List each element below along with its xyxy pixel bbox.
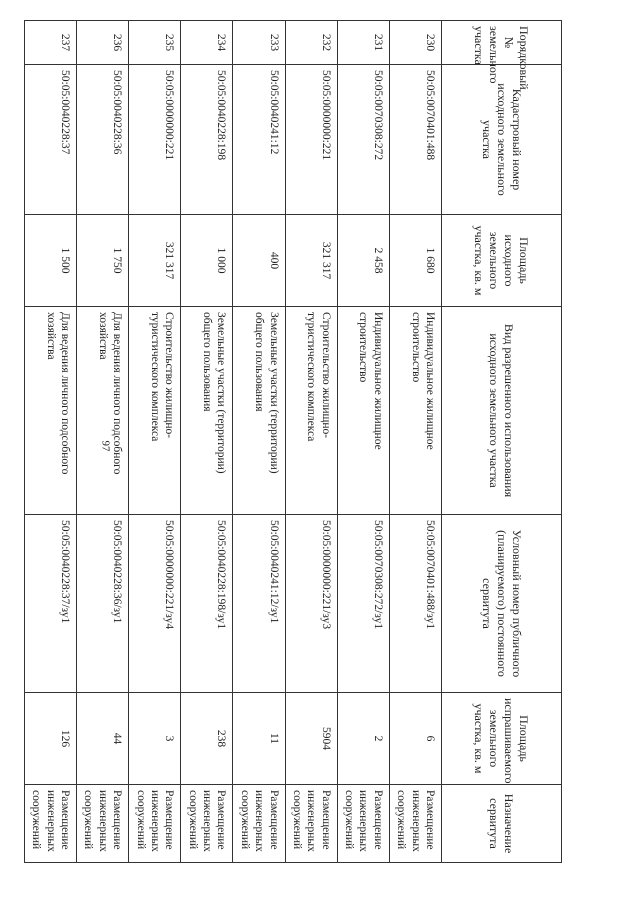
- cell-permitted-use: Строительство жилищно-туристического комплекса: [285, 307, 337, 515]
- cell-servitude-number: 50:05:0040228:198/зу1: [181, 515, 233, 693]
- header-servitude-number: Условный номер публичного (планируемого) постоянного сервитута: [442, 515, 562, 693]
- cell-servitude-number: 50:05:0000000:221/зу4: [129, 515, 181, 693]
- cell-plot-number: 233: [233, 21, 285, 65]
- cell-servitude-purpose: Размещение инженерных сооружений: [181, 785, 233, 863]
- cell-cadastral-number: 50:05:0070308:272: [337, 65, 389, 215]
- cell-servitude-number: 50:05:0040241:12/зу1: [233, 515, 285, 693]
- cell-servitude-purpose: Размещение инженерных сооружений: [285, 785, 337, 863]
- cell-cadastral-number: 50:05:0040228:198: [181, 65, 233, 215]
- header-plot-number: Порядковый № земельного участка: [442, 21, 562, 65]
- cell-permitted-use: Земельные участки (территории) общего пользования: [181, 307, 233, 515]
- cell-source-area: 321 317: [285, 215, 337, 307]
- header-servitude-purpose: Назначение сервитута: [442, 785, 562, 863]
- cell-source-area: 1 680: [389, 215, 441, 307]
- cell-servitude-number: 50:05:0070308:272/зу1: [337, 515, 389, 693]
- table-row: [77, 21, 129, 863]
- cell-plot-number: 235: [129, 21, 181, 65]
- cell-servitude-purpose: Размещение инженерных сооружений: [77, 785, 129, 863]
- cell-plot-number: 236: [77, 21, 129, 65]
- cell-requested-area: 126: [25, 693, 77, 785]
- cell-requested-area: 3: [129, 693, 181, 785]
- cell-plot-number: 234: [181, 21, 233, 65]
- table-row: [129, 21, 181, 863]
- cell-requested-area: 11: [233, 693, 285, 785]
- cell-cadastral-number: 50:05:0040241:12: [233, 65, 285, 215]
- cell-source-area: 400: [233, 215, 285, 307]
- table-row: [337, 21, 389, 863]
- header-cadastral-number: Кадастровый номер исходного земельного участка: [442, 65, 562, 215]
- rotated-table-wrapper: [30, 20, 562, 862]
- header-source-area: Площадь исходного земельного участка, кв. м: [442, 215, 562, 307]
- cell-source-area: 1 750: [77, 215, 129, 307]
- cell-requested-area: 5904: [285, 693, 337, 785]
- cell-requested-area: 2: [337, 693, 389, 785]
- cell-servitude-purpose: Размещение инженерных сооружений: [233, 785, 285, 863]
- cell-servitude-purpose: Размещение инженерных сооружений: [389, 785, 441, 863]
- cell-requested-area: 44: [77, 693, 129, 785]
- cell-permitted-use: Земельные участки (территории) общего пользования: [233, 307, 285, 515]
- cell-requested-area: 6: [389, 693, 441, 785]
- cell-source-area: 2 458: [337, 215, 389, 307]
- cell-source-area: 1 000: [181, 215, 233, 307]
- table-row: [389, 21, 441, 863]
- table-row: [285, 21, 337, 863]
- cell-requested-area: 238: [181, 693, 233, 785]
- cell-cadastral-number: 50:05:0070401:488: [389, 65, 441, 215]
- cell-permitted-use: Для ведения личного подсобного хозяйства: [77, 307, 129, 515]
- cell-servitude-purpose: Размещение инженерных сооружений: [337, 785, 389, 863]
- cell-cadastral-number: 50:05:0000000:221: [285, 65, 337, 215]
- header-permitted-use: Вид разрешенного использования исходного земельного участка: [442, 307, 562, 515]
- table-row: [181, 21, 233, 863]
- cell-plot-number: 232: [285, 21, 337, 65]
- cell-permitted-use: Индивидуальное жилищное строительство: [337, 307, 389, 515]
- cell-servitude-purpose: Размещение инженерных сооружений: [129, 785, 181, 863]
- table-row: [25, 21, 77, 863]
- cell-servitude-number: 50:05:0040228:36/зу1: [77, 515, 129, 693]
- header-row: [442, 21, 562, 863]
- cell-permitted-use: Для ведения личного подсобного хозяйства: [25, 307, 77, 515]
- cell-cadastral-number: 50:05:0000000:221: [129, 65, 181, 215]
- page-number: 97: [99, 440, 112, 452]
- cell-permitted-use: Индивидуальное жилищное строительство: [389, 307, 441, 515]
- cell-source-area: 321 317: [129, 215, 181, 307]
- cell-servitude-purpose: Размещение инженерных сооружений: [25, 785, 77, 863]
- cell-cadastral-number: 50:05:0040228:37: [25, 65, 77, 215]
- servitude-table: [24, 20, 562, 863]
- cell-plot-number: 230: [389, 21, 441, 65]
- cell-servitude-number: 50:05:0000000:221/зу3: [285, 515, 337, 693]
- cell-plot-number: 231: [337, 21, 389, 65]
- cell-cadastral-number: 50:05:0040228:36: [77, 65, 129, 215]
- cell-source-area: 1 500: [25, 215, 77, 307]
- cell-permitted-use: Строительство жилищно-туристического комплекса: [129, 307, 181, 515]
- cell-servitude-number: 50:05:0040228:37/зу1: [25, 515, 77, 693]
- header-requested-area: Площадь испрашиваемого земельного участка, кв. м: [442, 693, 562, 785]
- table-row: [233, 21, 285, 863]
- cell-plot-number: 237: [25, 21, 77, 65]
- cell-servitude-number: 50:05:0070401:488/зу1: [389, 515, 441, 693]
